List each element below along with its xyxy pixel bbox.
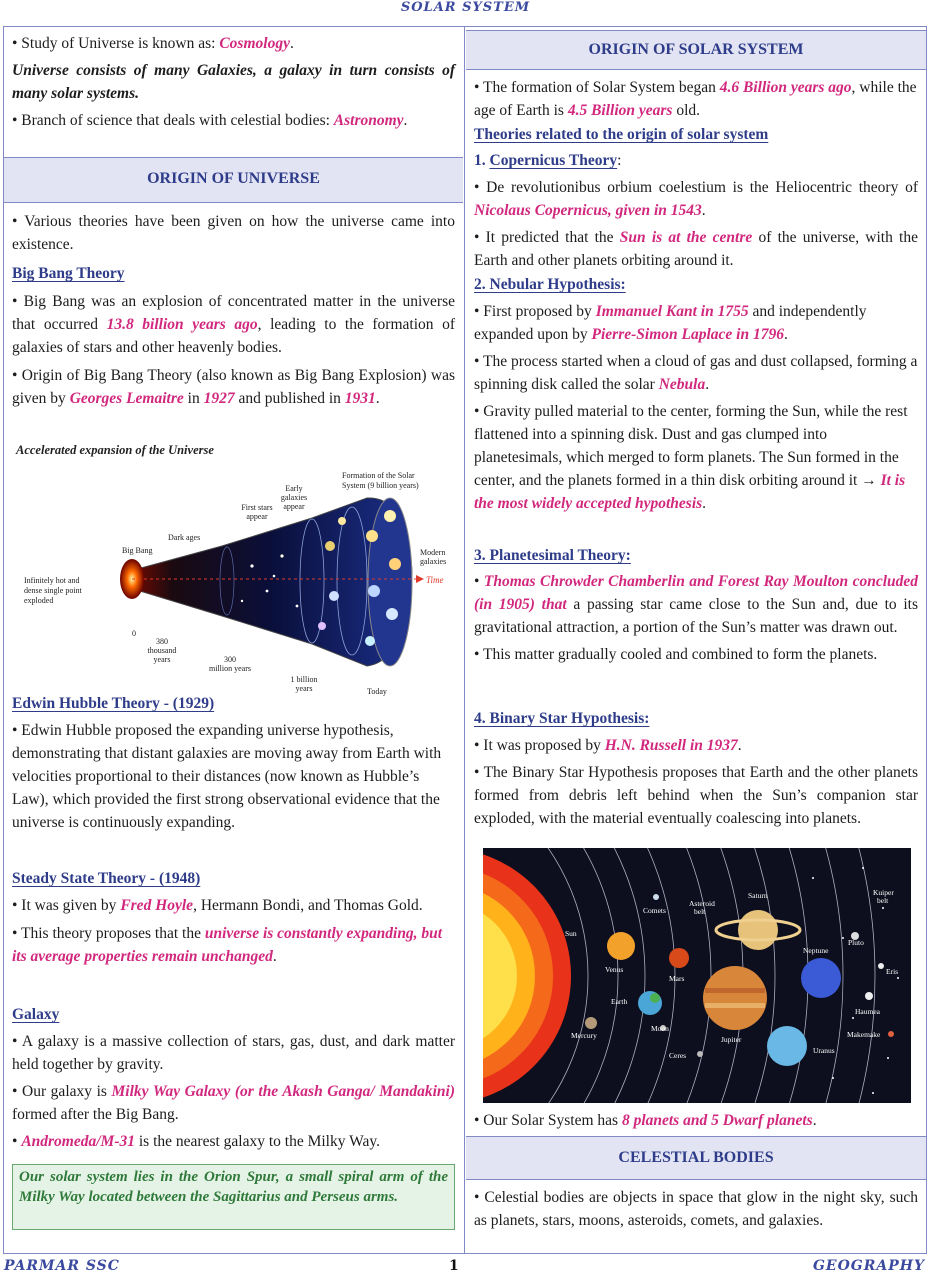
nebular-p3: • Gravity pulled material to the center, forming the Sun, while the rest flattened into a spinning disk. Dust and gas clumped into planetesimals, which merged to form planets. The Sun formed in the center, and the planets formed in a thin disk orbiting around it → It is the most widely accepted hypothesis. — [474, 403, 908, 512]
copernicus-title-line: 1. Copernicus Theory: — [474, 152, 622, 169]
label-comets: Comets — [643, 906, 666, 915]
planetesimal-block — [474, 544, 918, 666]
celestial-paragraph: • Celestial bodies are objects in space that glow in the night sky, such as planets, stars, moons, asteroids, comets, and galaxies. — [474, 1189, 918, 1229]
figure-title: Accelerated expansion of the Universe — [16, 443, 214, 457]
binary-star-p1: • It was proposed by H.N. Russell in 1937. — [474, 737, 742, 754]
label-asteroid-belt: Asteroid belt — [689, 899, 715, 916]
binary-star-block — [474, 707, 918, 830]
hubble-title: Edwin Hubble Theory - (1929) — [12, 695, 215, 712]
label-sun: Sun — [565, 929, 577, 938]
arrow-icon: → — [861, 472, 877, 489]
steady-state-title: Steady State Theory - (1948) — [12, 870, 201, 887]
hubble-block — [12, 692, 455, 834]
nebular-p1: • First proposed by Immanuel Kant in 1755 and independently expanded upon by Pierre-Simon Laplace in 1796. — [474, 303, 867, 343]
hubble-paragraph: • Edwin Hubble proposed the expanding universe hypothesis, demonstrating that distant galaxies are moving away from Earth with velocities proportional to their distances (now known as Hubble’s Law), which provided the first strong observational evidence that the universe is continuously expanding. — [12, 722, 442, 831]
label-eris: Eris — [886, 967, 899, 976]
planets-count: • Our Solar System has 8 planets and 5 Dwarf planets. — [474, 1112, 817, 1129]
label-saturn: Saturn — [748, 891, 768, 900]
label-380k: 380 thousand years — [147, 637, 177, 664]
label-300m: 300 million years — [209, 655, 251, 673]
label-zero: 0 — [132, 629, 136, 638]
label-hot-point: Infinitely hot and dense single point exploded — [24, 576, 82, 605]
origin-universe-block — [12, 210, 455, 410]
label-pluto: Pluto — [848, 938, 864, 947]
origin-solar-system-heading: ORIGIN OF SOLAR SYSTEM — [466, 30, 926, 70]
right-column — [466, 26, 926, 1254]
label-1b: 1 billion years — [290, 675, 318, 693]
label-ceres: Ceres — [669, 1051, 687, 1060]
origin-universe-intro: • Various theories have been given on how the universe came into existence. — [12, 213, 455, 253]
planetesimal-p1: • Thomas Chrowder Chamberlin and Forest Ray Moulton concluded (in 1905) that a passing star came close to the Sun and, due to its gravitational attraction, a portion of the Sun’s matter was drawn out. — [474, 573, 918, 636]
intro-cosmology: • Study of Universe is known as: Cosmology. — [12, 35, 294, 52]
origin-ss-p1: • The formation of Solar System began 4.6 Billion years ago, while the age of Earth is 4.5 Billion years old. — [474, 79, 917, 119]
planetesimal-title: 3. Planetesimal Theory: — [474, 547, 631, 564]
intro-block — [12, 32, 455, 132]
column-divider — [464, 26, 465, 1254]
label-earth: Earth — [611, 997, 628, 1006]
label-moon: Moon — [651, 1024, 669, 1033]
copernicus-block — [474, 176, 918, 272]
label-haumea: Haumea — [855, 1007, 880, 1016]
big-bang-p2: • Origin of Big Bang Theory (also known as Big Bang Explosion) was given by Georges Lemaitre in 1927 and published in 1931. — [12, 367, 455, 407]
label-venus: Venus — [605, 965, 624, 974]
theories-title: Theories related to the origin of solar system — [474, 126, 769, 143]
nebular-title: 2. Nebular Hypothesis: — [474, 276, 626, 293]
intro-astronomy: • Branch of science that deals with celestial bodies: Astronomy. — [12, 112, 408, 129]
celestial-bodies-heading: CELESTIAL BODIES — [466, 1136, 926, 1180]
label-early-galaxies: Early galaxies appear — [280, 484, 308, 511]
galaxy-p2: • Our galaxy is Milky Way Galaxy (or the Akash Ganga/ Mandakini) formed after the Big Bang. — [12, 1083, 456, 1123]
orion-spur-note: Our solar system lies in the Orion Spur, a small spiral arm of the Milky Way located between the Sagittarius and Perseus arms. — [12, 1164, 455, 1230]
origin-universe-heading: ORIGIN OF UNIVERSE — [4, 157, 463, 203]
page-number: 1 — [449, 1258, 460, 1274]
footer-left: PARMAR SSC — [4, 1258, 120, 1274]
nebular-p2: • The process started when a cloud of gas and dust collapsed, forming a spinning disk called the solar Nebula. — [474, 353, 918, 393]
label-time: Time — [426, 575, 444, 585]
label-formation: Formation of the Solar System (9 billion years) — [342, 471, 419, 490]
label-mercury: Mercury — [571, 1031, 597, 1040]
label-neptune: Neptune — [803, 946, 829, 955]
label-kuiper-belt: Kuiper belt — [873, 888, 894, 905]
galaxy-block — [12, 1003, 455, 1153]
copernicus-p1: • De revolutionibus orbium coelestium is the Heliocentric theory of Nicolaus Copernicus, given in 1543. — [474, 179, 918, 219]
page-header-title: SOLAR SYSTEM — [400, 0, 531, 15]
binary-star-title: 4. Binary Star Hypothesis: — [474, 710, 650, 727]
label-mars: Mars — [669, 974, 685, 983]
planetesimal-p2: • This matter gradually cooled and combined to form the planets. — [474, 646, 878, 663]
galaxy-p1: • A galaxy is a massive collection of stars, gas, dust, and dark matter held together by gravity. — [12, 1033, 455, 1073]
planets-count-block — [474, 1109, 918, 1132]
copernicus-title: Copernicus Theory — [489, 152, 618, 169]
big-bang-title: Big Bang Theory — [12, 265, 125, 282]
label-modern-galaxies: Modern galaxies — [420, 548, 447, 566]
label-first-stars: First stars appear — [241, 503, 273, 521]
steady-state-block — [12, 867, 455, 968]
label-uranus: Uranus — [813, 1046, 835, 1055]
label-big-bang: Big Bang — [122, 546, 153, 555]
celestial-block — [474, 1186, 918, 1232]
expansion-universe-figure — [12, 436, 452, 698]
galaxy-p3: • Andromeda/M-31 is the nearest galaxy to the Milky Way. — [12, 1133, 380, 1150]
label-dark-ages: Dark ages — [168, 533, 201, 542]
left-column — [4, 26, 463, 1254]
steady-state-p1: • It was given by Fred Hoyle, Hermann Bondi, and Thomas Gold. — [12, 897, 423, 914]
copernicus-p2: • It predicted that the Sun is at the centre of the universe, with the Earth and other planets orbiting around it. — [474, 229, 918, 269]
label-today: Today — [367, 687, 387, 696]
solar-system-figure — [483, 848, 911, 1103]
origin-ss-block — [474, 76, 918, 172]
galaxy-title: Galaxy — [12, 1006, 60, 1023]
intro-universe-statement: Universe consists of many Galaxies, a galaxy in turn consists of many solar systems. — [12, 62, 455, 102]
nebular-block — [474, 273, 918, 515]
steady-state-p2: • This theory proposes that the universe is constantly expanding, but its average properties remain unchanged. — [12, 925, 443, 965]
footer-right: GEOGRAPHY — [812, 1258, 925, 1274]
label-jupiter: Jupiter — [721, 1035, 742, 1044]
big-bang-p1: • Big Bang was an explosion of concentrated matter in the universe that occurred 13.8 billion years ago, leading to the formation of galaxies of stars and other heavenly bodies. — [12, 293, 455, 356]
binary-star-p2: • The Binary Star Hypothesis proposes that Earth and the other planets formed from debris left behind when the Sun’s companion star exploded, with the material eventually coalescing into planets. — [474, 764, 918, 827]
label-makemake: Makemake — [847, 1030, 881, 1039]
